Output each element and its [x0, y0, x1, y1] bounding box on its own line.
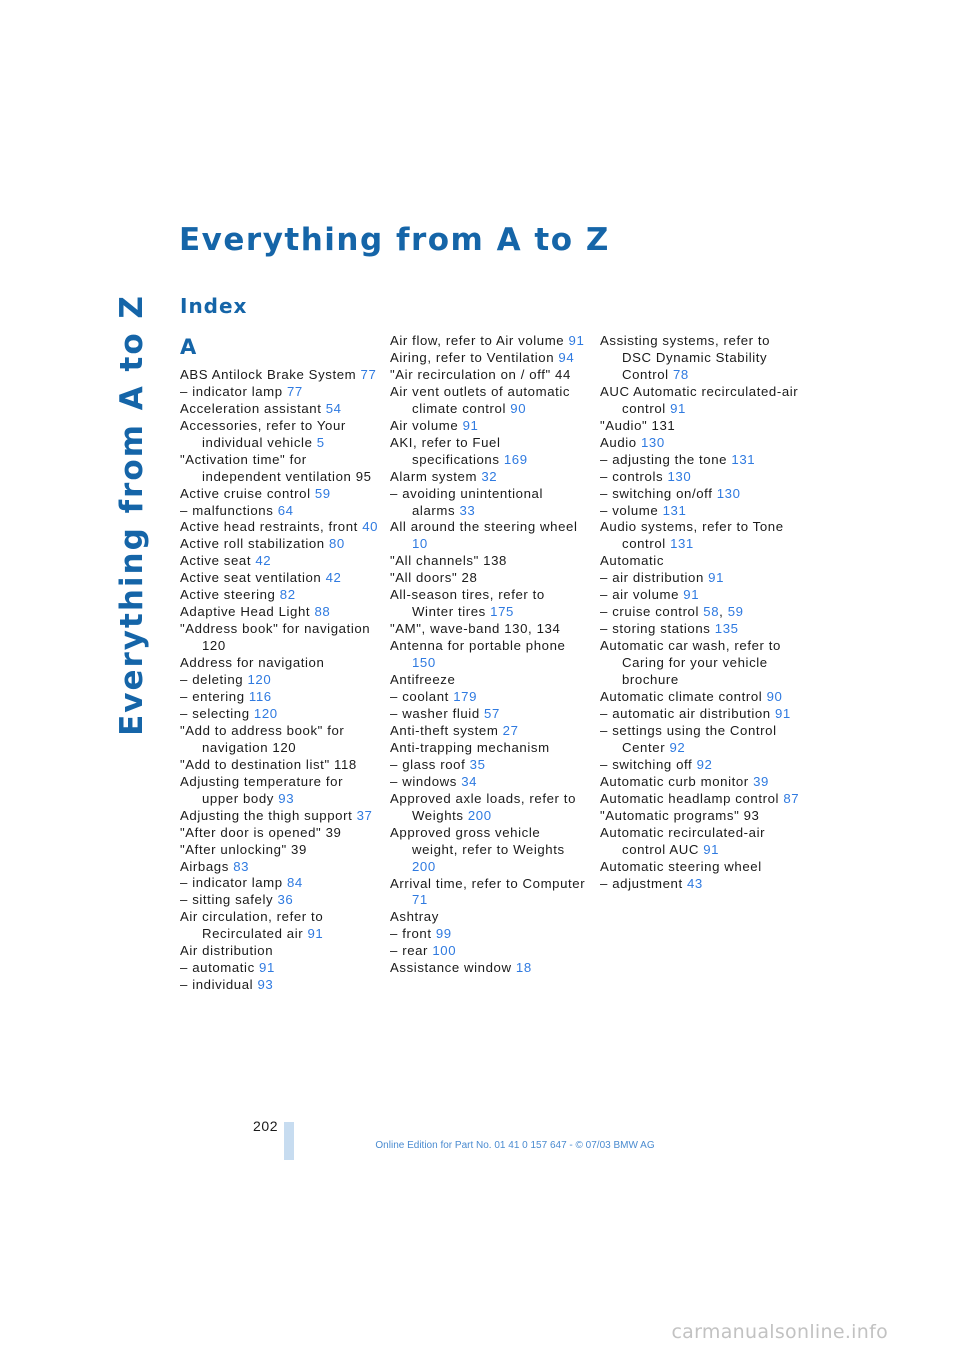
page-ref-link[interactable]: 131: [662, 502, 687, 518]
index-entry: [600, 825, 800, 859]
page-ref-link[interactable]: 91: [307, 926, 324, 942]
index-entry: [180, 655, 380, 672]
index-entry: [180, 943, 380, 960]
page-ref-link[interactable]: 91: [259, 960, 275, 976]
index-term: – avoiding unintentional alarms: [390, 485, 543, 518]
page-ref-link[interactable]: 83: [233, 858, 250, 874]
index-term: "All doors" 28: [390, 570, 478, 586]
index-term: "After door is opened" 39: [180, 824, 342, 840]
index-term: Assisting systems, refer to DSC Dynamic Stability Control: [600, 333, 771, 382]
index-term: – individual: [180, 977, 254, 993]
index-entry: [390, 435, 590, 469]
index-entry: [180, 774, 380, 808]
index-entry: [390, 876, 590, 910]
index-term: "AM", wave-band 130, 134: [390, 621, 561, 637]
page-ref-link[interactable]: 131: [731, 451, 756, 467]
index-term: – automatic air distribution: [600, 705, 771, 721]
index-term: – indicator lamp: [180, 875, 283, 891]
index-term: Active roll stabilization: [180, 536, 325, 552]
index-entry: [180, 418, 380, 452]
index-entry: [180, 486, 380, 503]
index-term: Active seat: [180, 553, 252, 569]
page-ref-link[interactable]: 91: [568, 333, 585, 348]
index-term: – storing stations: [600, 621, 711, 637]
index-term: Adjusting the thigh support: [180, 807, 353, 823]
index-entry: [180, 960, 380, 977]
index-entry: [600, 587, 800, 604]
index-entry: [180, 503, 380, 520]
page-ref-link[interactable]: 33: [459, 502, 476, 518]
index-entry: [180, 519, 380, 536]
index-entry: [600, 452, 800, 469]
index-entry: [180, 401, 380, 418]
page-ref-link[interactable]: 91: [708, 570, 725, 586]
page-ref-link[interactable]: 34: [461, 773, 478, 789]
index-letter: A: [180, 335, 197, 359]
index-term: Audio: [600, 434, 637, 450]
index-term: "Add to destination list" 118: [180, 756, 357, 772]
index-term: Air volume: [390, 417, 459, 433]
index-term: Anti-theft system: [390, 722, 499, 738]
page-ref-link[interactable]: 5: [316, 434, 325, 450]
index-entry: [180, 723, 380, 757]
page-ref-link[interactable]: 120: [247, 672, 272, 688]
index-entry: [600, 757, 800, 774]
index-term: Address for navigation: [180, 655, 325, 671]
index-entry: [180, 367, 380, 384]
index-entry: [180, 672, 380, 689]
page-ref-link[interactable]: 35: [469, 756, 486, 772]
index-term: "Activation time" for independent ventilation 95: [180, 451, 372, 484]
index-term: Active head restraints, front: [180, 519, 358, 535]
index-term: Alarm system: [390, 468, 478, 484]
page-ref-link[interactable]: 78: [672, 366, 689, 382]
index-term: Arrival time, refer to Computer: [390, 875, 586, 891]
page-ref-link[interactable]: 130: [716, 485, 741, 501]
index-entry: [390, 486, 590, 520]
index-term: – air distribution: [600, 570, 704, 586]
index-entry: [180, 892, 380, 909]
index-term: Acceleration assistant: [180, 400, 322, 416]
index-term: Approved gross vehicle weight, refer to Weights: [390, 824, 565, 857]
page-ref-link[interactable]: 64: [277, 502, 294, 518]
index-term: – settings using the Control Center: [600, 722, 777, 755]
index-term: – switching off: [600, 756, 693, 772]
index-term: – air volume: [600, 587, 680, 603]
index-entry: [600, 418, 800, 435]
page-ref-link[interactable]: 120: [253, 705, 278, 721]
index-column-1: [180, 333, 380, 994]
index-term: "After unlocking" 39: [180, 841, 307, 857]
page-ref-link[interactable]: 59: [314, 485, 331, 501]
index-entry: [390, 689, 590, 706]
index-entry: [180, 604, 380, 621]
index-entry: [180, 570, 380, 587]
page-ref-link[interactable]: 169: [503, 451, 528, 467]
index-entry: [180, 536, 380, 553]
page-ref-link[interactable]: 91: [670, 400, 686, 416]
index-entry: [600, 570, 800, 587]
page-ref-link[interactable]: 88: [314, 604, 331, 620]
page-number: 202: [253, 1118, 279, 1134]
page-ref-link[interactable]: 84: [286, 875, 303, 891]
index-term: Airing, refer to Ventilation: [390, 349, 555, 365]
index-term: Adaptive Head Light: [180, 604, 311, 620]
page-ref-link[interactable]: 93: [257, 977, 274, 993]
page-ref-link[interactable]: 43: [686, 875, 703, 891]
index-entry: [390, 706, 590, 723]
page-ref-link[interactable]: 57: [484, 705, 500, 721]
page-ref-link[interactable]: 71: [412, 892, 428, 908]
index-term: – adjusting the tone: [600, 451, 728, 467]
index-term: Antenna for portable phone: [390, 638, 566, 654]
page-ref-link[interactable]: 37: [356, 807, 373, 823]
index-term: – rear: [390, 943, 429, 959]
page-ref-link[interactable]: 77: [286, 383, 303, 399]
page-ref-link[interactable]: 116: [248, 689, 272, 704]
index-term: "Air recirculation on / off" 44: [390, 366, 571, 382]
index-entry: [390, 723, 590, 740]
index-term: – cruise control: [600, 604, 700, 620]
index-term: – volume: [600, 502, 659, 518]
index-entry: [600, 553, 800, 570]
page-ref-link[interactable]: 92: [669, 739, 686, 755]
index-entry: [600, 503, 800, 520]
index-entry: [600, 384, 800, 418]
index-term: AKI, refer to Fuel specifications: [390, 434, 501, 467]
index-term: Automatic steering wheel: [600, 858, 762, 874]
page-ref-link[interactable]: 77: [360, 366, 377, 382]
watermark-link[interactable]: carmanualsonline.info: [671, 1321, 888, 1343]
page-ref-link[interactable]: 200: [412, 858, 436, 874]
index-term: Antifreeze: [390, 672, 456, 688]
index-term: ABS Antilock Brake System: [180, 366, 357, 382]
index-entry: [600, 706, 800, 723]
index-term: – automatic: [180, 960, 255, 976]
index-term: – malfunctions: [180, 502, 274, 518]
index-term: Ashtray: [390, 909, 439, 925]
index-entry: [390, 519, 590, 553]
page-ref-link[interactable]: 42: [325, 570, 342, 586]
page-ref-link[interactable]: 32: [481, 468, 498, 484]
index-entry: [390, 774, 590, 791]
index-entry: [600, 689, 800, 706]
index-term: – coolant: [390, 689, 449, 705]
index-term: – controls: [600, 468, 664, 484]
page-ref-link[interactable]: 90: [766, 689, 783, 705]
index-term: Airbags: [180, 858, 229, 874]
index-entry: [180, 452, 380, 486]
index-entry: [390, 418, 590, 435]
index-entry: [180, 384, 380, 401]
page-ref-link[interactable]: 200: [467, 807, 492, 823]
index-entry: [180, 825, 380, 842]
index-term: All around the steering wheel: [390, 519, 578, 535]
page-ref-link[interactable]: 150: [412, 655, 436, 671]
index-term: "All channels" 138: [390, 553, 507, 569]
index-term: – sitting safely: [180, 892, 274, 908]
index-entry: [600, 723, 800, 757]
page-ref-link[interactable]: 135: [714, 621, 739, 637]
index-entry: – cruise control 58, 59: [600, 604, 744, 620]
page-ref-link[interactable]: 91: [775, 705, 791, 721]
index-entry: [390, 621, 590, 638]
page-title: Everything from A to Z: [179, 222, 610, 258]
index-entry: [600, 621, 800, 638]
index-entry: [390, 587, 590, 621]
index-entry: [180, 875, 380, 892]
index-entry: [390, 384, 590, 418]
page-ref-link[interactable]: 91: [703, 841, 720, 857]
page-ref-link[interactable]: 179: [453, 689, 478, 705]
index-term: Automatic headlamp control: [600, 790, 780, 806]
index-entry: [180, 859, 380, 876]
index-term: Anti-trapping mechanism: [390, 739, 550, 755]
page-ref-link[interactable]: 80: [329, 536, 345, 552]
page-ref-link[interactable]: 59: [727, 604, 744, 620]
index-entry: [390, 825, 590, 876]
index-entry: [390, 570, 590, 587]
page-ref-link[interactable]: 87: [783, 790, 800, 806]
index-entry: [600, 519, 800, 553]
index-term: Automatic recirculated-air control AUC: [600, 824, 766, 857]
index-entry: [390, 926, 590, 943]
index-term: Assistance window: [390, 960, 512, 976]
index-term: "Automatic programs" 93: [600, 807, 760, 823]
page-ref-link[interactable]: 131: [670, 536, 694, 552]
index-entry: [180, 621, 380, 655]
index-term: Air vent outlets of automatic climate control: [390, 383, 571, 416]
side-tab: [112, 230, 152, 800]
page-ref-link[interactable]: 91: [683, 587, 700, 603]
page-ref-link[interactable]: 130: [667, 468, 692, 484]
index-entry: [390, 333, 590, 350]
index-entry: [390, 740, 590, 757]
index-term: All-season tires, refer to Winter tires: [390, 587, 545, 620]
page-ref-link[interactable]: 40: [362, 519, 379, 535]
index-term: – indicator lamp: [180, 383, 283, 399]
index-term: – washer fluid: [390, 705, 480, 721]
index-entry: [390, 791, 590, 825]
section-title: Index: [180, 294, 248, 318]
index-term: – adjustment: [600, 875, 683, 891]
index-entry: [390, 960, 590, 977]
page-ref-link[interactable]: 92: [696, 756, 713, 772]
index-entry: [600, 808, 800, 825]
index-term: Adjusting temperature for upper body: [180, 773, 344, 806]
index-term: Audio systems, refer to Tone control: [600, 519, 784, 552]
page-ref-link[interactable]: 100: [432, 943, 457, 959]
index-term: Active seat ventilation: [180, 570, 322, 586]
page-ref-link[interactable]: 10: [412, 536, 428, 552]
footer-edition: Online Edition for Part No. 01 41 0 157 647 - © 07/03 BMW AG: [375, 1140, 655, 1151]
index-entry: [600, 791, 800, 808]
index-term: – switching on/off: [600, 485, 713, 501]
index-term: Accessories, refer to Your individual vehicle: [180, 417, 346, 450]
index-entry: [600, 859, 800, 876]
index-entry: [180, 909, 380, 943]
index-entry: [390, 367, 590, 384]
index-term: – selecting: [180, 705, 250, 721]
index-entry: [600, 774, 800, 791]
index-entry: [600, 469, 800, 486]
index-term: Active steering: [180, 587, 276, 603]
index-term: – glass roof: [390, 756, 466, 772]
index-entry: [600, 486, 800, 503]
index-column-2: [390, 333, 590, 977]
index-term: "Audio" 131: [600, 417, 676, 433]
index-term: Automatic climate control: [600, 689, 763, 705]
index-entry: [180, 808, 380, 825]
index-entry: [600, 638, 800, 689]
page-ref-link[interactable]: 93: [278, 790, 295, 806]
index-term: Automatic car wash, refer to Caring for your vehicle brochure: [600, 638, 781, 688]
index-entry: [600, 435, 800, 452]
index-term: Air circulation, refer to Recirculated air: [180, 909, 324, 942]
index-term: Approved axle loads, refer to Weights: [390, 790, 577, 823]
index-term: Automatic curb monitor: [600, 773, 749, 789]
page-ref-link[interactable]: 175: [490, 604, 514, 620]
index-entry: [390, 757, 590, 774]
index-term: – deleting: [180, 672, 244, 688]
index-entry: [180, 689, 380, 706]
page-ref-link[interactable]: 36: [277, 892, 294, 908]
index-entry: [390, 672, 590, 689]
index-term: Active cruise control: [180, 485, 311, 501]
index-entry: [180, 587, 380, 604]
index-term: Air distribution: [180, 943, 274, 959]
page-ref-link[interactable]: 18: [515, 960, 532, 976]
page-ref-link[interactable]: 90: [510, 400, 527, 416]
index-entry: [390, 638, 590, 672]
page-ref-link[interactable]: 39: [753, 773, 769, 789]
index-entry: [180, 553, 380, 570]
index-term: Automatic: [600, 553, 665, 569]
page-ref-link[interactable]: 27: [502, 722, 519, 738]
index-entry: [180, 757, 380, 774]
index-term: – entering: [180, 689, 245, 704]
index-term: – windows: [390, 773, 457, 789]
index-entry: [180, 977, 380, 994]
index-entry: [390, 909, 590, 926]
index-entry: [180, 706, 380, 723]
index-entry: [390, 469, 590, 486]
page-ref-link[interactable]: 58: [703, 604, 720, 620]
page-ref-link[interactable]: 130: [641, 434, 665, 450]
page-ref-link[interactable]: 94: [558, 349, 575, 365]
index-term: AUC Automatic recirculated-air control: [600, 383, 799, 416]
index-term: – front: [390, 926, 432, 942]
index-column-3: [600, 333, 800, 892]
page-ref-link[interactable]: 82: [279, 587, 296, 603]
page-ref-link[interactable]: 99: [435, 926, 452, 942]
page-ref-link[interactable]: 91: [462, 417, 479, 433]
page-ref-link[interactable]: 54: [325, 400, 342, 416]
index-entry: [390, 350, 590, 367]
page-ref-link[interactable]: 42: [255, 553, 272, 569]
index-entry: [180, 842, 380, 859]
index-term: "Add to address book" for navigation 120: [180, 722, 345, 755]
index-term: Air flow, refer to Air volume: [390, 333, 565, 348]
side-tab-label: Everything from A to Z: [114, 294, 150, 736]
index-entry: [600, 333, 800, 384]
index-entry: [600, 876, 800, 893]
index-term: "Address book" for navigation 120: [180, 621, 371, 654]
index-entry: [390, 553, 590, 570]
index-entry: [390, 943, 590, 960]
